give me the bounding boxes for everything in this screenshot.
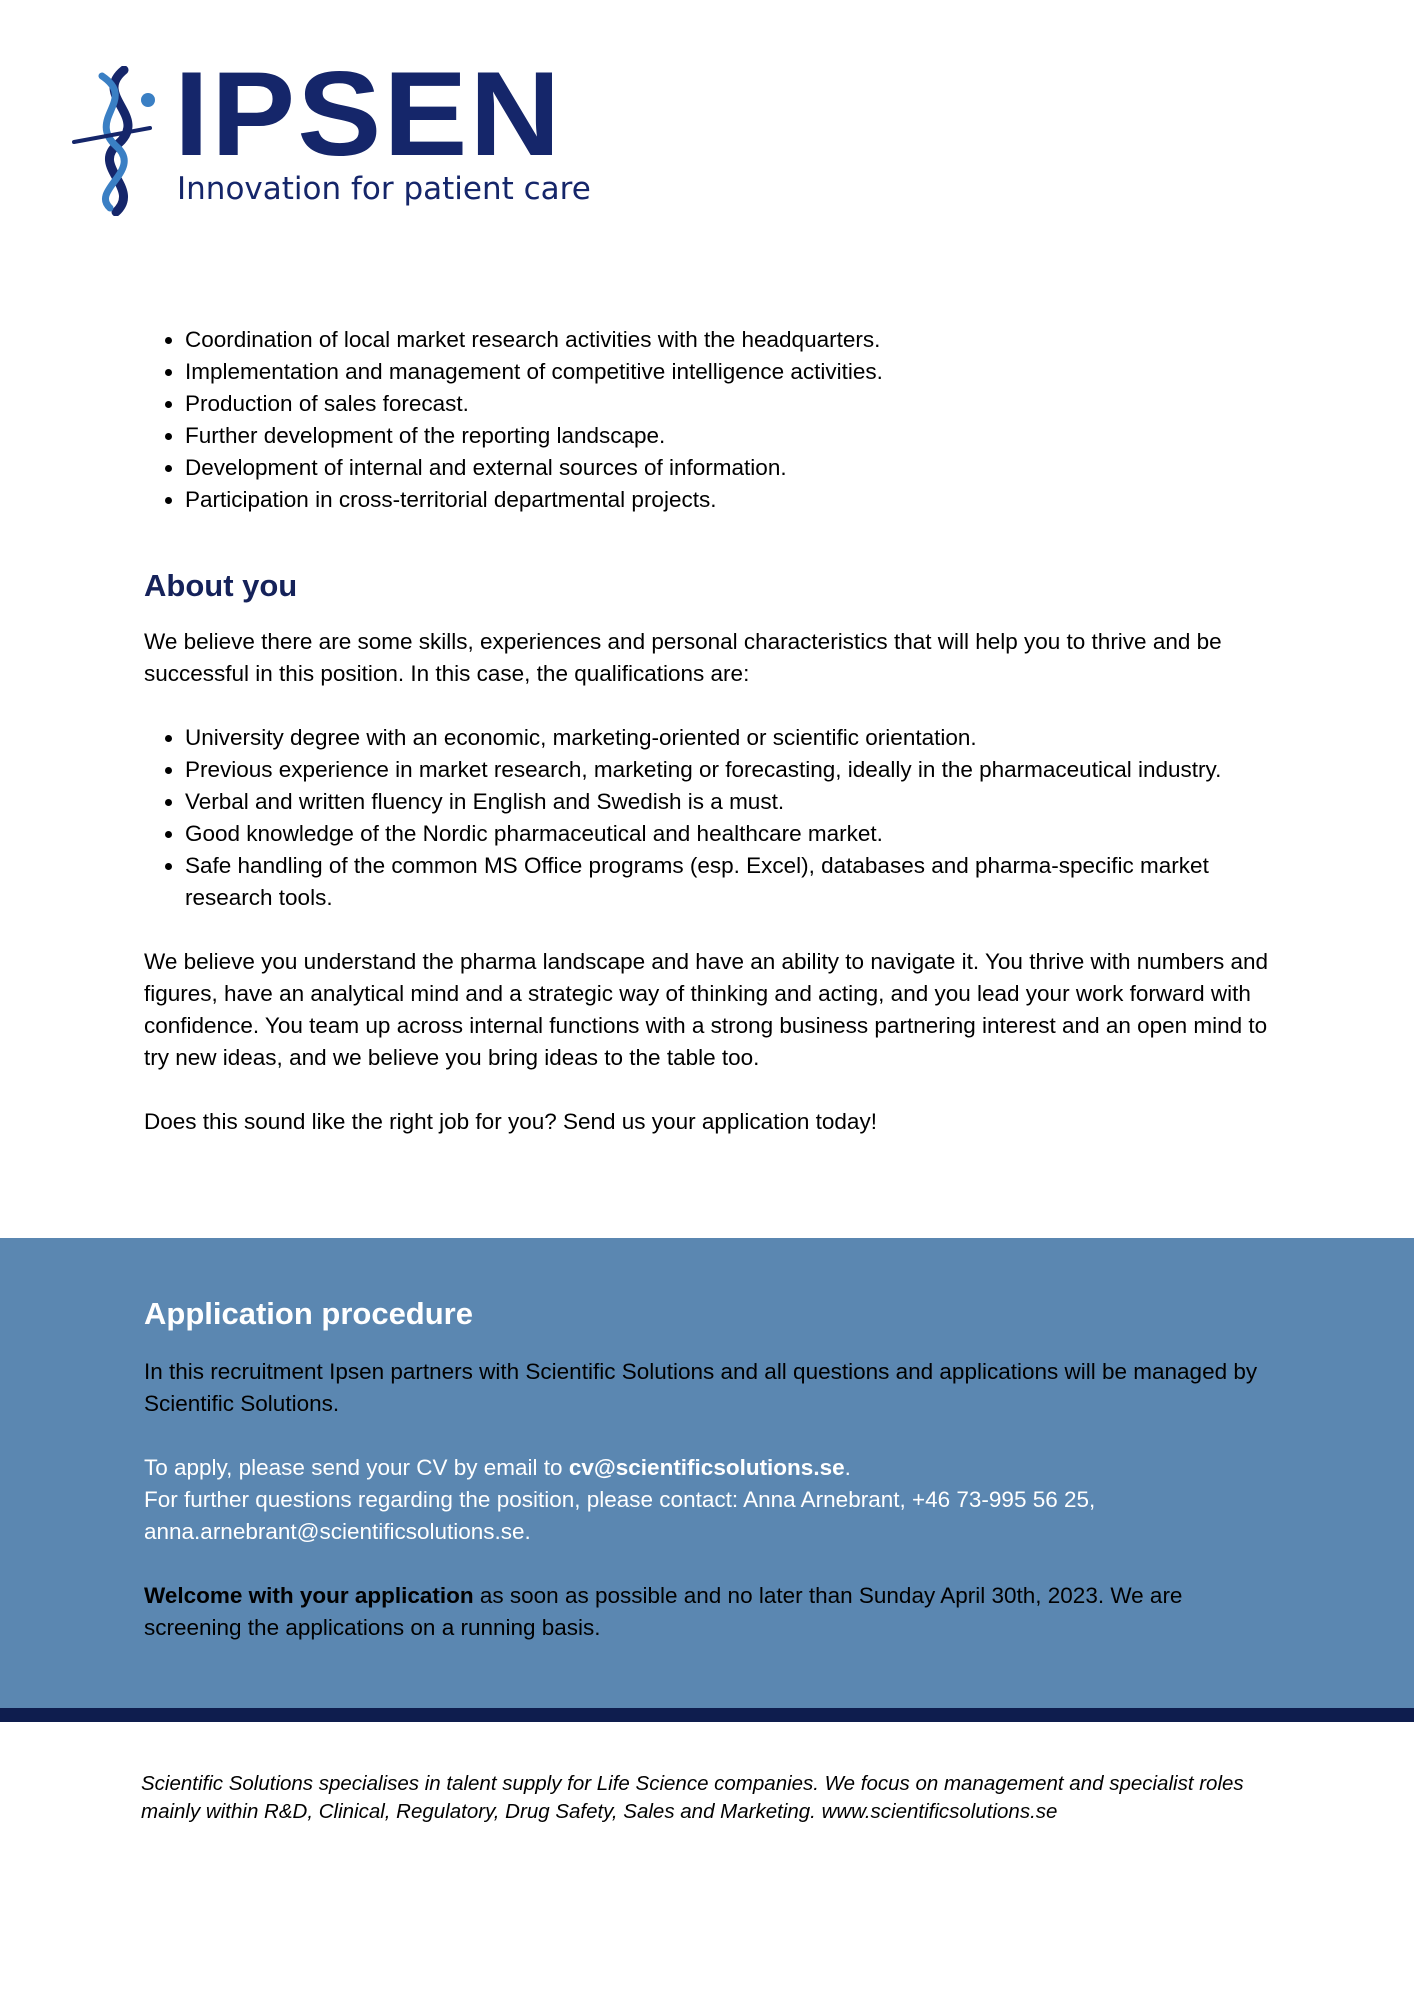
- application-intro: In this recruitment Ipsen partners with Scientific Solutions and all questions and applications will be managed by Scientific Solutions.: [144, 1359, 1258, 1416]
- apply-instructions: [144, 1452, 1284, 1484]
- qualifications-list: [144, 722, 1284, 914]
- deadline-text: [144, 1580, 1284, 1644]
- list-item: • Coordination of local market research activities with the headquarters.: [185, 324, 1284, 356]
- application-heading: Application procedure: [144, 1296, 473, 1331]
- band-divider: [0, 1708, 1414, 1722]
- list-item: • Participation in cross-territorial departmental projects.: [185, 484, 1284, 516]
- list-item: • Previous experience in market research, marketing or forecasting, ideally in the pharmaceutical industry.: [185, 754, 1284, 786]
- logo-wordmark: IPSEN: [174, 47, 563, 181]
- list-item: • Implementation and management of competitive intelligence activities.: [185, 356, 1284, 388]
- list-item: • Development of internal and external sources of information.: [185, 452, 1284, 484]
- ipsen-logo: [72, 47, 602, 216]
- about-closing: Does this sound like the right job for you? Send us your application today!: [144, 1109, 877, 1134]
- logo-tagline: Innovation for patient care: [177, 171, 591, 207]
- main-content: [144, 324, 1284, 1138]
- welcome-bold: Welcome with your application: [144, 1583, 474, 1608]
- list-item: • Production of sales forecast.: [185, 388, 1284, 420]
- about-intro: We believe there are some skills, experiences and personal characteristics that will help you to thrive and be successful in this position. In this case, the qualifications are:: [144, 629, 1222, 686]
- apply-suffix: .: [844, 1455, 851, 1480]
- dna-helix-icon: [72, 66, 167, 216]
- list-item: • University degree with an economic, marketing-oriented or scientific orientation.: [185, 722, 1284, 754]
- list-item: • Safe handling of the common MS Office programs (esp. Excel), databases and pharma-specific market research tools.: [185, 850, 1284, 914]
- responsibilities-list: [144, 324, 1284, 516]
- apply-email-link[interactable]: cv@scientificsolutions.se: [568, 1455, 845, 1480]
- application-section: [144, 1292, 1284, 1644]
- footer-note: Scientific Solutions specialises in talent supply for Life Science companies. We focus on management and specialist roles mainly within R&D, Clinical, Regulatory, Drug Safety, Sales and Marketing. www.scientificsolutions.se: [141, 1772, 1244, 1823]
- welcome-rest: as soon as possible and no later than Sunday April 30th, 2023. We are screening the applications on a running basis.: [144, 1583, 1183, 1640]
- list-item: • Verbal and written fluency in English and Swedish is a must.: [185, 786, 1284, 818]
- about-paragraph: We believe you understand the pharma landscape and have an ability to navigate it. You thrive with numbers and figures, have an analytical mind and a strategic way of thinking and acting, and you lead your work forward with confidence. You team up across internal functions with a strong business partnering interest and an open mind to try new ideas, and we believe you bring ideas to the table too.: [144, 949, 1269, 1070]
- list-item: • Further development of the reporting landscape.: [185, 420, 1284, 452]
- list-item: • Good knowledge of the Nordic pharmaceutical and healthcare market.: [185, 818, 1284, 850]
- about-heading: About you: [144, 568, 298, 603]
- contact-info: For further questions regarding the position, please contact: Anna Arnebrant, +46 73-995 56 25, anna.arnebrant@scientificsolutions.se.: [144, 1487, 1096, 1544]
- apply-prefix: To apply, please send your CV by email to: [144, 1455, 569, 1480]
